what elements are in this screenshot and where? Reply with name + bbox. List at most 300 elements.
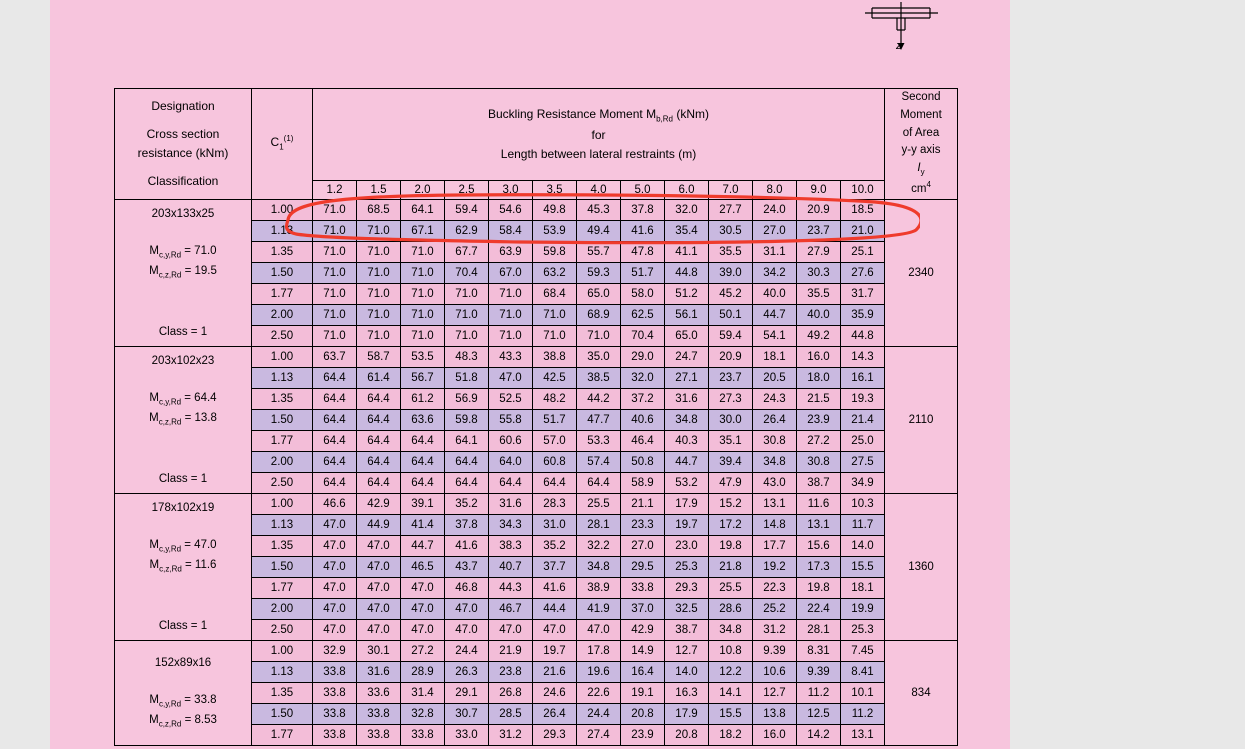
- mbrd-value: 53.5: [401, 346, 445, 367]
- header-length-3: 2.5: [445, 180, 489, 199]
- mbrd-value: 48.3: [445, 346, 489, 367]
- c1-value: 1.00: [252, 199, 313, 220]
- mbrd-value: 70.4: [621, 325, 665, 346]
- mbrd-value: 65.0: [577, 283, 621, 304]
- mbrd-value: 44.3: [489, 577, 533, 598]
- mbrd-value: 47.0: [313, 535, 357, 556]
- mbrd-value: 64.1: [401, 199, 445, 220]
- header-designation-line4: Classification: [147, 174, 219, 189]
- mbrd-value: 59.3: [577, 262, 621, 283]
- mbrd-value: 31.1: [753, 241, 797, 262]
- mbrd-value: 64.4: [445, 472, 489, 493]
- mbrd-value: 64.1: [445, 430, 489, 451]
- mcyrd-value: $M_{c,y,Rd} = 71.0$: [149, 244, 217, 259]
- mbrd-value: 16.1: [841, 367, 885, 388]
- mbrd-value: 29.3: [533, 724, 577, 745]
- mbrd-value: 64.4: [577, 472, 621, 493]
- mbrd-value: 71.0: [445, 283, 489, 304]
- header-length-0: 1.2: [313, 180, 357, 199]
- second-moment-value: 1360: [885, 493, 958, 640]
- mbrd-value: 13.1: [753, 493, 797, 514]
- mbrd-value: 35.2: [445, 493, 489, 514]
- mbrd-value: 20.9: [797, 199, 841, 220]
- header-length-1: 1.5: [357, 180, 401, 199]
- mbrd-value: 71.0: [313, 199, 357, 220]
- mcyrd-value: $M_{c,y,Rd} = 47.0$: [149, 538, 217, 553]
- mbrd-value: 42.9: [621, 619, 665, 640]
- mbrd-value: 39.0: [709, 262, 753, 283]
- mbrd-value: 19.1: [621, 682, 665, 703]
- buckling-resistance-table: [114, 88, 958, 746]
- mbrd-value: 27.4: [577, 724, 621, 745]
- c1-value: 1.00: [252, 493, 313, 514]
- mbrd-value: 54.1: [753, 325, 797, 346]
- mbrd-value: 71.0: [489, 304, 533, 325]
- mbrd-value: 60.6: [489, 430, 533, 451]
- mbrd-value: 24.0: [753, 199, 797, 220]
- mbrd-value: 44.8: [665, 262, 709, 283]
- mbrd-value: 45.3: [577, 199, 621, 220]
- mbrd-value: 67.1: [401, 220, 445, 241]
- header-designation-line2: Cross section: [146, 127, 220, 142]
- mbrd-value: 16.3: [665, 682, 709, 703]
- mbrd-value: 71.0: [357, 304, 401, 325]
- mbrd-value: 41.6: [621, 220, 665, 241]
- mbrd-value: 56.7: [401, 367, 445, 388]
- mbrd-value: 44.7: [665, 451, 709, 472]
- z-axis-label: z: [896, 40, 902, 52]
- mbrd-value: 43.3: [489, 346, 533, 367]
- mbrd-value: 70.4: [445, 262, 489, 283]
- mbrd-value: 19.9: [841, 598, 885, 619]
- mbrd-value: 31.6: [489, 493, 533, 514]
- mbrd-value: 38.7: [665, 619, 709, 640]
- mbrd-value: 26.8: [489, 682, 533, 703]
- mbrd-value: 27.7: [709, 199, 753, 220]
- mbrd-value: 23.8: [489, 661, 533, 682]
- mbrd-value: 64.4: [357, 388, 401, 409]
- mbrd-value: 43.0: [753, 472, 797, 493]
- mbrd-value: 55.7: [577, 241, 621, 262]
- mbrd-value: 38.7: [797, 472, 841, 493]
- mbrd-value: 49.8: [533, 199, 577, 220]
- mbrd-value: 20.9: [709, 346, 753, 367]
- mbrd-value: 14.2: [797, 724, 841, 745]
- section-name: 152x89x16: [154, 657, 212, 670]
- mbrd-value: 11.2: [797, 682, 841, 703]
- mbrd-value: 63.6: [401, 409, 445, 430]
- header-second-unit: $cm^4$: [911, 179, 931, 195]
- mbrd-value: 26.4: [753, 409, 797, 430]
- mbrd-value: 27.2: [797, 430, 841, 451]
- mbrd-value: 28.3: [533, 493, 577, 514]
- mbrd-value: 64.4: [357, 451, 401, 472]
- mbrd-value: 71.0: [313, 262, 357, 283]
- mbrd-value: 12.2: [709, 661, 753, 682]
- mbrd-value: 18.1: [841, 577, 885, 598]
- mbrd-value: 34.8: [577, 556, 621, 577]
- mbrd-value: 28.9: [401, 661, 445, 682]
- mbrd-value: 56.9: [445, 388, 489, 409]
- mbrd-value: 47.8: [621, 241, 665, 262]
- mbrd-value: 24.4: [577, 703, 621, 724]
- mbrd-value: 71.0: [313, 304, 357, 325]
- mbrd-value: 10.1: [841, 682, 885, 703]
- mbrd-value: 8.41: [841, 661, 885, 682]
- mbrd-value: 38.5: [577, 367, 621, 388]
- mbrd-value: 34.8: [753, 451, 797, 472]
- mbrd-value: 64.4: [313, 409, 357, 430]
- mbrd-value: 58.0: [621, 283, 665, 304]
- mbrd-value: 35.4: [665, 220, 709, 241]
- mbrd-value: 71.0: [577, 325, 621, 346]
- mbrd-value: 44.2: [577, 388, 621, 409]
- mbrd-value: 47.0: [489, 367, 533, 388]
- mbrd-value: 34.2: [753, 262, 797, 283]
- c1-value: 2.50: [252, 619, 313, 640]
- mbrd-value: 57.4: [577, 451, 621, 472]
- mbrd-value: 17.7: [753, 535, 797, 556]
- mbrd-value: 38.9: [577, 577, 621, 598]
- mbrd-value: 25.5: [577, 493, 621, 514]
- mbrd-value: 24.7: [665, 346, 709, 367]
- mbrd-value: 47.0: [401, 598, 445, 619]
- mbrd-value: 17.9: [665, 493, 709, 514]
- section-designation-cell: [115, 493, 252, 640]
- mbrd-value: 12.5: [797, 703, 841, 724]
- header-length-12: 10.0: [841, 180, 885, 199]
- c1-value: 1.35: [252, 535, 313, 556]
- mbrd-value: 55.8: [489, 409, 533, 430]
- mbrd-value: 43.7: [445, 556, 489, 577]
- mbrd-value: 22.3: [753, 577, 797, 598]
- mbrd-value: 63.7: [313, 346, 357, 367]
- mbrd-value: 25.0: [841, 430, 885, 451]
- mbrd-value: 28.1: [797, 619, 841, 640]
- mbrd-value: 9.39: [753, 640, 797, 661]
- mbrd-value: 49.2: [797, 325, 841, 346]
- mbrd-value: 10.6: [753, 661, 797, 682]
- mbrd-value: 18.1: [753, 346, 797, 367]
- c1-value: 2.50: [252, 472, 313, 493]
- mbrd-value: 30.8: [753, 430, 797, 451]
- mbrd-value: 52.5: [489, 388, 533, 409]
- mczrd-value: $M_{c,z,Rd} = 11.6$: [149, 558, 217, 573]
- mbrd-value: 28.5: [489, 703, 533, 724]
- mbrd-value: 25.1: [841, 241, 885, 262]
- mbrd-value: 64.4: [401, 430, 445, 451]
- mbrd-value: 46.4: [621, 430, 665, 451]
- mbrd-value: 47.0: [313, 514, 357, 535]
- mbrd-value: 35.5: [797, 283, 841, 304]
- mbrd-value: 33.8: [313, 703, 357, 724]
- mbrd-value: 20.5: [753, 367, 797, 388]
- mbrd-value: 64.4: [313, 367, 357, 388]
- mbrd-value: 67.7: [445, 241, 489, 262]
- mbrd-value: 63.2: [533, 262, 577, 283]
- mbrd-value: 64.4: [313, 472, 357, 493]
- mbrd-value: 27.9: [797, 241, 841, 262]
- header-c1-text: C: [270, 135, 280, 150]
- mbrd-value: 64.4: [313, 388, 357, 409]
- mbrd-value: 44.8: [841, 325, 885, 346]
- mbrd-value: 39.1: [401, 493, 445, 514]
- mbrd-value: 14.3: [841, 346, 885, 367]
- c1-value: 1.35: [252, 682, 313, 703]
- mbrd-value: 26.3: [445, 661, 489, 682]
- mbrd-value: 10.3: [841, 493, 885, 514]
- mbrd-value: 9.39: [797, 661, 841, 682]
- c1-value: 2.50: [252, 325, 313, 346]
- mbrd-value: 23.9: [797, 409, 841, 430]
- mbrd-value: 47.0: [401, 619, 445, 640]
- mbrd-value: 59.4: [445, 199, 489, 220]
- c1-value: 1.13: [252, 661, 313, 682]
- mbrd-value: 33.0: [445, 724, 489, 745]
- header-length-5: 3.5: [533, 180, 577, 199]
- mbrd-value: 71.0: [357, 262, 401, 283]
- mbrd-value: 50.1: [709, 304, 753, 325]
- mbrd-value: 35.2: [533, 535, 577, 556]
- c1-value: 1.00: [252, 346, 313, 367]
- second-moment-value: 834: [885, 640, 958, 745]
- mbrd-value: 47.0: [401, 577, 445, 598]
- mcyrd-value: $M_{c,y,Rd} = 64.4$: [149, 391, 217, 406]
- mbrd-value: 21.8: [709, 556, 753, 577]
- header-mb-line3: Length between lateral restraints (m): [500, 146, 697, 161]
- mbrd-value: 17.8: [577, 640, 621, 661]
- mbrd-value: 47.0: [577, 619, 621, 640]
- header-mb-line1: Buckling Resistance Moment $M_{b,Rd}$ (kNm): [488, 107, 709, 124]
- mbrd-value: 71.0: [401, 325, 445, 346]
- mbrd-value: 19.2: [753, 556, 797, 577]
- header-c1-sub: 1: [279, 142, 284, 152]
- c1-value: 1.77: [252, 283, 313, 304]
- mbrd-value: 41.6: [533, 577, 577, 598]
- mbrd-value: 47.0: [357, 598, 401, 619]
- mbrd-value: 14.0: [665, 661, 709, 682]
- mbrd-value: 25.2: [753, 598, 797, 619]
- mbrd-value: 24.4: [445, 640, 489, 661]
- mbrd-value: 40.0: [753, 283, 797, 304]
- mbrd-value: 12.7: [753, 682, 797, 703]
- mbrd-value: 18.0: [797, 367, 841, 388]
- header-designation-line1: Designation: [151, 98, 215, 113]
- mbrd-value: 64.0: [489, 451, 533, 472]
- mbrd-value: 35.9: [841, 304, 885, 325]
- mbrd-value: 64.4: [357, 472, 401, 493]
- mbrd-value: 33.8: [357, 724, 401, 745]
- mbrd-value: 40.7: [489, 556, 533, 577]
- mbrd-value: 31.2: [753, 619, 797, 640]
- header-length-2: 2.0: [401, 180, 445, 199]
- mbrd-value: 23.7: [797, 220, 841, 241]
- mbrd-value: 38.3: [489, 535, 533, 556]
- mbrd-value: 23.3: [621, 514, 665, 535]
- mbrd-value: 18.2: [709, 724, 753, 745]
- mbrd-value: 71.0: [313, 325, 357, 346]
- table-row: [115, 493, 958, 514]
- mbrd-value: 61.4: [357, 367, 401, 388]
- header-buckling-resistance: [313, 89, 885, 181]
- mbrd-value: 56.1: [665, 304, 709, 325]
- mbrd-value: 10.8: [709, 640, 753, 661]
- mbrd-value: 59.8: [533, 241, 577, 262]
- mbrd-value: 64.4: [357, 409, 401, 430]
- table-row: [115, 640, 958, 661]
- mbrd-value: 11.2: [841, 703, 885, 724]
- mbrd-value: 33.8: [313, 682, 357, 703]
- c1-value: 1.35: [252, 388, 313, 409]
- mbrd-value: 22.4: [797, 598, 841, 619]
- c1-value: 1.50: [252, 409, 313, 430]
- mbrd-value: 32.8: [401, 703, 445, 724]
- mbrd-value: 71.0: [533, 325, 577, 346]
- header-second-line2: Moment: [900, 108, 942, 121]
- mbrd-value: 21.6: [533, 661, 577, 682]
- mbrd-value: 64.4: [313, 430, 357, 451]
- header-length-10: 8.0: [753, 180, 797, 199]
- mbrd-value: 67.0: [489, 262, 533, 283]
- mbrd-value: 47.0: [445, 598, 489, 619]
- mbrd-value: 21.4: [841, 409, 885, 430]
- mbrd-value: 20.8: [621, 703, 665, 724]
- mbrd-value: 32.9: [313, 640, 357, 661]
- mbrd-value: 47.0: [357, 535, 401, 556]
- mbrd-value: 14.8: [753, 514, 797, 535]
- mbrd-value: 71.0: [357, 283, 401, 304]
- mbrd-value: 32.2: [577, 535, 621, 556]
- mbrd-value: 30.0: [709, 409, 753, 430]
- c1-value: 1.50: [252, 703, 313, 724]
- mbrd-value: 71.0: [445, 304, 489, 325]
- header-length-9: 7.0: [709, 180, 753, 199]
- mbrd-value: 71.0: [357, 325, 401, 346]
- header-second-iy: $I_y$: [917, 162, 925, 177]
- mbrd-value: 47.0: [313, 619, 357, 640]
- mbrd-value: 11.7: [841, 514, 885, 535]
- mbrd-value: 19.6: [577, 661, 621, 682]
- mbrd-value: 68.9: [577, 304, 621, 325]
- mbrd-value: 41.9: [577, 598, 621, 619]
- mbrd-value: 17.9: [665, 703, 709, 724]
- mbrd-value: 23.0: [665, 535, 709, 556]
- mbrd-value: 37.7: [533, 556, 577, 577]
- mbrd-value: 21.9: [489, 640, 533, 661]
- c1-value: 1.13: [252, 220, 313, 241]
- header-mb-line2: for: [591, 128, 606, 143]
- mbrd-value: 46.8: [445, 577, 489, 598]
- mbrd-value: 21.5: [797, 388, 841, 409]
- mbrd-value: 37.8: [445, 514, 489, 535]
- second-moment-value: 2110: [885, 346, 958, 493]
- c1-value: 1.50: [252, 556, 313, 577]
- mbrd-value: 71.0: [533, 304, 577, 325]
- mbrd-value: 23.7: [709, 367, 753, 388]
- mbrd-value: 33.8: [401, 724, 445, 745]
- mbrd-value: 12.7: [665, 640, 709, 661]
- mbrd-value: 71.0: [401, 262, 445, 283]
- mbrd-value: 19.7: [533, 640, 577, 661]
- mbrd-value: 45.2: [709, 283, 753, 304]
- header-length-7: 5.0: [621, 180, 665, 199]
- mbrd-value: 57.0: [533, 430, 577, 451]
- mbrd-value: 39.4: [709, 451, 753, 472]
- mbrd-value: 40.3: [665, 430, 709, 451]
- mbrd-value: 27.3: [709, 388, 753, 409]
- mbrd-value: 29.3: [665, 577, 709, 598]
- mbrd-value: 68.5: [357, 199, 401, 220]
- mbrd-value: 27.0: [753, 220, 797, 241]
- mbrd-value: 35.1: [709, 430, 753, 451]
- mbrd-value: 47.0: [445, 619, 489, 640]
- header-c1-sup: (1): [283, 134, 294, 144]
- mbrd-value: 47.7: [577, 409, 621, 430]
- mbrd-value: 32.5: [665, 598, 709, 619]
- mbrd-value: 19.8: [797, 577, 841, 598]
- mbrd-value: 24.6: [533, 682, 577, 703]
- mbrd-value: 47.9: [709, 472, 753, 493]
- mbrd-value: 64.4: [401, 451, 445, 472]
- mbrd-value: 46.5: [401, 556, 445, 577]
- mbrd-value: 62.5: [621, 304, 665, 325]
- mbrd-value: 60.8: [533, 451, 577, 472]
- mbrd-value: 25.5: [709, 577, 753, 598]
- mbrd-value: 41.6: [445, 535, 489, 556]
- mbrd-value: 59.8: [445, 409, 489, 430]
- c1-value: 1.50: [252, 262, 313, 283]
- mbrd-value: 11.6: [797, 493, 841, 514]
- mbrd-value: 24.3: [753, 388, 797, 409]
- mbrd-value: 51.7: [533, 409, 577, 430]
- mbrd-value: 35.0: [577, 346, 621, 367]
- mbrd-value: 31.4: [401, 682, 445, 703]
- section-name: 203x133x25: [151, 208, 215, 221]
- mbrd-value: 71.0: [357, 220, 401, 241]
- mbrd-value: 15.2: [709, 493, 753, 514]
- mbrd-value: 19.8: [709, 535, 753, 556]
- mbrd-value: 47.0: [489, 619, 533, 640]
- c1-value: 1.13: [252, 514, 313, 535]
- mbrd-value: 41.1: [665, 241, 709, 262]
- mbrd-value: 34.3: [489, 514, 533, 535]
- mbrd-value: 16.4: [621, 661, 665, 682]
- mbrd-value: 44.4: [533, 598, 577, 619]
- mbrd-value: 29.0: [621, 346, 665, 367]
- mbrd-value: 44.9: [357, 514, 401, 535]
- mbrd-value: 21.0: [841, 220, 885, 241]
- mbrd-value: 51.8: [445, 367, 489, 388]
- mbrd-value: 13.1: [797, 514, 841, 535]
- mbrd-value: 71.0: [313, 220, 357, 241]
- mbrd-value: 27.0: [621, 535, 665, 556]
- mbrd-value: 17.2: [709, 514, 753, 535]
- mbrd-value: 50.8: [621, 451, 665, 472]
- mbrd-value: 19.3: [841, 388, 885, 409]
- mbrd-value: 47.0: [313, 598, 357, 619]
- mbrd-value: 38.8: [533, 346, 577, 367]
- second-moment-value: 2340: [885, 199, 958, 346]
- mbrd-value: 33.8: [313, 661, 357, 682]
- mbrd-value: 27.1: [665, 367, 709, 388]
- header-second-moment: [885, 89, 958, 200]
- mbrd-value: 71.0: [401, 241, 445, 262]
- c1-value: 2.00: [252, 304, 313, 325]
- header-row-titles: [115, 89, 958, 181]
- mbrd-value: 15.5: [709, 703, 753, 724]
- mbrd-value: 15.5: [841, 556, 885, 577]
- mbrd-value: 42.5: [533, 367, 577, 388]
